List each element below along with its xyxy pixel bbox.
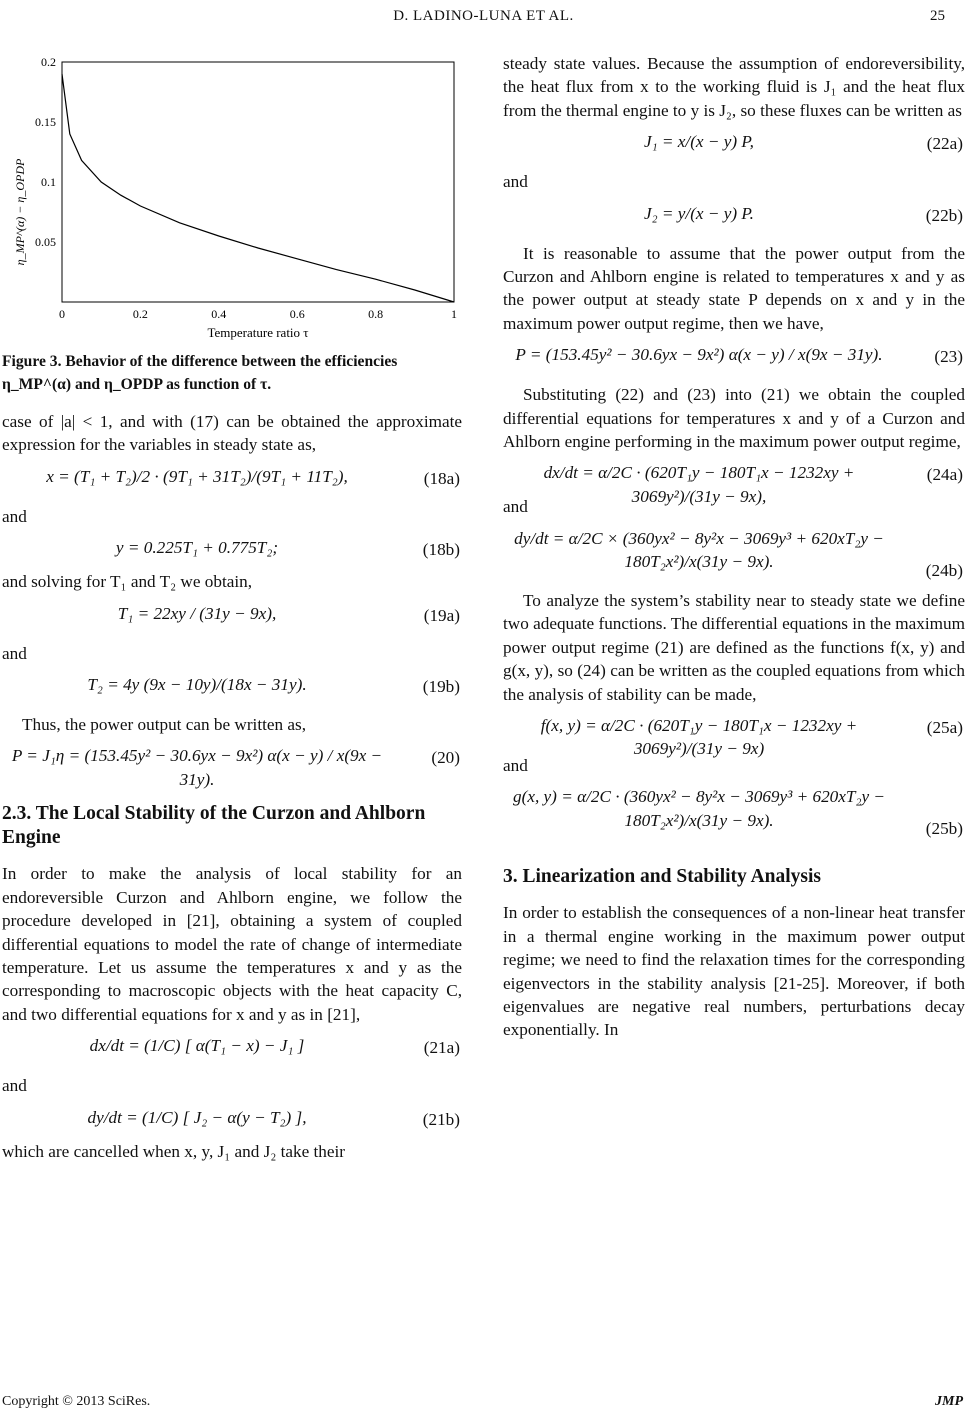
equation-24b [503,519,965,583]
equation-body: T₁ = 22xy / (31y − 9x), [117,603,277,623]
equation-18b [2,528,462,570]
equation-body: T₂ = 4y (9x − 10y)/(18x − 31y). [87,675,307,695]
equation-body: f(x, y) = α/2C · (620T₁y − 180T₁x − 1232xy + 3069y²)/(31y − 9x) [540,715,858,759]
equation-number: (21b) [422,1109,460,1129]
equation-number: (25b) [925,819,963,839]
equation-25b [503,777,965,841]
journal-name: JMP [935,1394,963,1409]
equation-body: dy/dt = (1/C) [ J₂ − α(y − T₂) ], [87,1107,307,1127]
paragraph: and [503,755,528,775]
paragraph: and [2,1076,27,1096]
equation-22a [503,122,965,164]
equation-number: (19b) [422,677,460,697]
page-footer [2,1394,965,1410]
equation-body: J₁ = x/(x − y) P, [644,132,754,152]
equation-21a [2,1026,462,1068]
paragraph: case of |a| < 1, and with (17) can be obtained the approximate expression for the variables in steady state as, [2,412,462,455]
equation-body: P = (153.45y² − 30.6yx − 9x²) α(x − y) / x(9x − 31y). [515,345,883,365]
paragraph: and [503,497,528,517]
paragraph: and [2,643,27,663]
paragraph: Thus, the power output can be written as, [22,715,306,735]
x-axis-label: Temperature ratio τ [207,325,309,340]
running-title: D. LADINO-LUNA ET AL. [393,8,574,24]
equation-body: x = (T₁ + T₂)/2 · (9T₁ + 31T₂)/(9T₁ + 11T₂), [46,466,348,486]
equation-number: (23) [934,347,963,367]
page-header [0,8,967,30]
y-tick-label: 0.1 [41,175,56,189]
equation-20 [2,736,462,789]
equation-number: (24a) [926,465,963,485]
equation-number: (19a) [423,605,460,625]
paragraph: Substituting (22) and (23) into (21) we obtain the coupled differential equations for temperatures x and y of a Curzon and Ahlborn engine performing in the maximum power output regime, [503,385,965,452]
equation-18a [2,457,462,499]
equation-number: (20) [431,748,460,768]
equation-21b [2,1098,462,1140]
figure-caption: Figure 3. Behavior of the difference between the efficiencies η_MP^(α) and η_OPDP as function of τ. [2,353,398,393]
equation-body: dy/dt = α/2C × (360yx² − 8y²x − 3069y³ + 620xT₂y − 180T₂x²)/x(31y − 9x). [514,528,884,572]
paragraph: To analyze the system’s stability near to steady state we define two adequate functions. The differential equations in the maximum power output regime (21) are defined as the functions f(x, y) and g(x, y), so (24) can be written as the coupled equations from which the analysis of stability can be made, [503,590,965,704]
equation-body: g(x, y) = α/2C · (360yx² − 8y²x − 3069y³ + 620xT₂y − 180T₂x²)/x(31y − 9x). [513,787,885,830]
paragraph: steady state values. Because the assumption of endoreversibility, the heat flux from x to the working fluid is J₁ and the heat flux from the thermal engine to y is J₂, so these fluxes can be written as [503,54,965,120]
equation-19b [2,665,462,707]
paragraph: and [503,172,528,192]
equation-body: P = J₁η = (153.45y² − 30.6yx − 9x²) α(x − y) / x(9x − 31y). [11,746,383,789]
equation-body: y = 0.225T₁ + 0.775T₂; [115,538,279,558]
section-heading-3: 3. Linearization and Stability Analysis [503,866,822,888]
efficiency-difference-chart [2,52,462,342]
equation-22b [503,194,965,236]
equation-body: J₂ = y/(x − y) P. [644,203,754,223]
equation-number: (22b) [925,205,963,225]
x-tick-label: 0.2 [132,307,148,321]
section-heading-2-3: 2.3. The Local Stability of the Curzon and Ahlborn Engine [2,803,426,849]
equation-number: (18b) [422,540,460,560]
x-tick-label: 0.8 [368,307,384,321]
x-tick-label: 1 [451,307,457,321]
paragraph: and [2,506,27,526]
equation-19a [2,594,462,636]
paragraph: In order to make the analysis of local stability for an endoreversible Curzon and Ahlborn engine, we follow the procedure developed in [21], obtaining a system of coupled differential equations to model the rate of change of intermediate temperature. Let us assume the temperatures x and y as the corresponding to macroscopic objects with the heat capacity C, and two differential equations for x and y as in [21], [2,864,462,1024]
equation-body: dx/dt = (1/C) [ α(T₁ − x) − J₁ ] [89,1036,305,1056]
y-axis-label: η_MP^(α) − η_OPDP [13,158,27,266]
y-tick-label: 0.05 [35,235,56,249]
copyright: Copyright © 2013 SciRes. [2,1394,151,1409]
left-column [2,52,462,1163]
equation-number: (25a) [926,717,963,737]
equation-24a [503,453,965,506]
paragraph: which are cancelled when x, y, J₁ and J₂ take their [2,1141,346,1161]
equation-number: (18a) [423,468,460,488]
page-number: 25 [930,8,945,24]
equation-number: (22a) [926,134,963,154]
equation-body: dx/dt = α/2C · (620T₁y − 180T₁x − 1232xy + 3069y²)/(31y − 9x), [543,463,855,506]
paragraph: and solving for T₁ and T₂ we obtain, [2,572,253,592]
right-column [503,52,965,1042]
equation-23 [503,335,965,377]
y-tick-label: 0.2 [41,55,56,69]
difference-curve [62,74,454,302]
figure-3 [2,52,462,342]
x-tick-label: 0 [59,307,65,321]
paragraph: It is reasonable to assume that the power output from the Curzon and Ahlborn engine is related to temperatures x and y as the power output at steady state P depends on x and y in the maximum power output regime, then we have, [503,243,965,333]
x-tick-label: 0.6 [289,307,305,321]
x-tick-label: 0.4 [211,307,227,321]
plot-frame [62,62,454,302]
paragraph: In order to establish the consequences of a non-linear heat transfer in a thermal engine working in the maximum power output regime; we need to find the relaxation times for the corresponding eigenvectors in the stability analysis [21-25]. Moreover, if both eigenvalues are negative real numbers, perturbations decay exponentially. In [503,903,965,1040]
y-tick-label: 0.15 [35,115,56,129]
equation-25a [503,706,965,759]
equation-number: (24b) [925,560,963,580]
equation-number: (21a) [423,1038,460,1058]
